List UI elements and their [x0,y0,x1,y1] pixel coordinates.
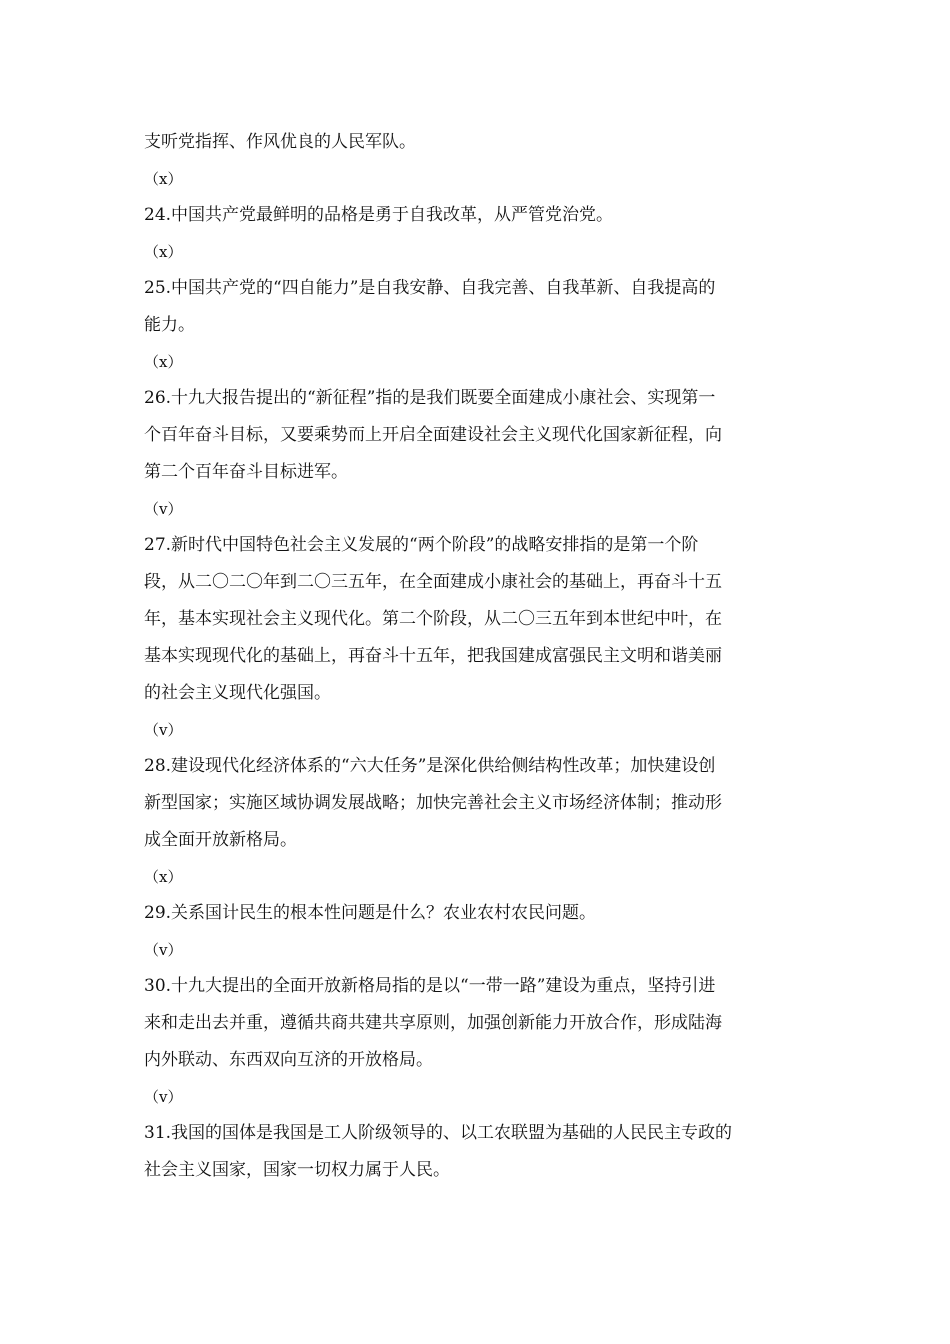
question-text-line: 30.十九大提出的全面开放新格局指的是以“一带一路”建设为重点，坚持引进 [144,976,716,996]
answer-mark: （v） [144,500,183,518]
question-text-line: 新型国家；实施区域协调发展战略；加快完善社会主义市场经济体制；推动形 [144,793,722,813]
document-body [144,124,808,1189]
question-text-line: 24.中国共产党最鲜明的品格是勇于自我改革，从严管党治党。 [144,205,614,225]
question-text-line: 25.中国共产党的“四自能力”是自我安静、自我完善、自我革新、自我提高的 [144,278,716,298]
question-text-line: 支听党指挥、作风优良的人民军队。 [144,132,416,152]
question-text-line: 内外联动、东西双向互济的开放格局。 [144,1050,433,1070]
answer-mark: （x） [144,243,183,261]
answer-mark: （v） [144,1088,183,1106]
question-text-line: 27.新时代中国特色社会主义发展的“两个阶段”的战略安排指的是第一个阶 [144,535,699,555]
question-text-line: 段，从二〇二〇年到二〇三五年，在全面建成小康社会的基础上，再奋斗十五 [144,572,722,592]
question-text-line: 成全面开放新格局。 [144,830,297,850]
question-text-line: 能力。 [144,315,195,335]
question-text-line: 28.建设现代化经济体系的“六大任务”是深化供给侧结构性改革；加快建设创 [144,756,716,776]
answer-mark: （x） [144,868,183,886]
question-text-line: 年，基本实现社会主义现代化。第二个阶段，从二〇三五年到本世纪中叶，在 [144,609,722,629]
question-text-line: 第二个百年奋斗目标进军。 [144,462,348,482]
question-text-line: 基本实现现代化的基础上，再奋斗十五年，把我国建成富强民主文明和谐美丽 [144,646,722,666]
question-text-line: 的社会主义现代化强国。 [144,683,331,703]
question-text-line: 来和走出去并重，遵循共商共建共享原则，加强创新能力开放合作，形成陆海 [144,1013,722,1033]
answer-mark: （x） [144,353,183,371]
question-text-line: 个百年奋斗目标，又要乘势而上开启全面建设社会主义现代化国家新征程，向 [144,425,722,445]
answer-mark: （x） [144,170,183,188]
answer-mark: （v） [144,721,183,739]
question-text-line: 31.我国的国体是我国是工人阶级领导的、以工农联盟为基础的人民民主专政的 [144,1123,733,1143]
question-text-line: 26.十九大报告提出的“新征程”指的是我们既要全面建成小康社会、实现第一 [144,388,716,408]
question-text-line: 29.关系国计民生的根本性问题是什么？农业农村农民问题。 [144,903,597,923]
answer-mark: （v） [144,941,183,959]
question-text-line: 社会主义国家，国家一切权力属于人民。 [144,1160,450,1180]
